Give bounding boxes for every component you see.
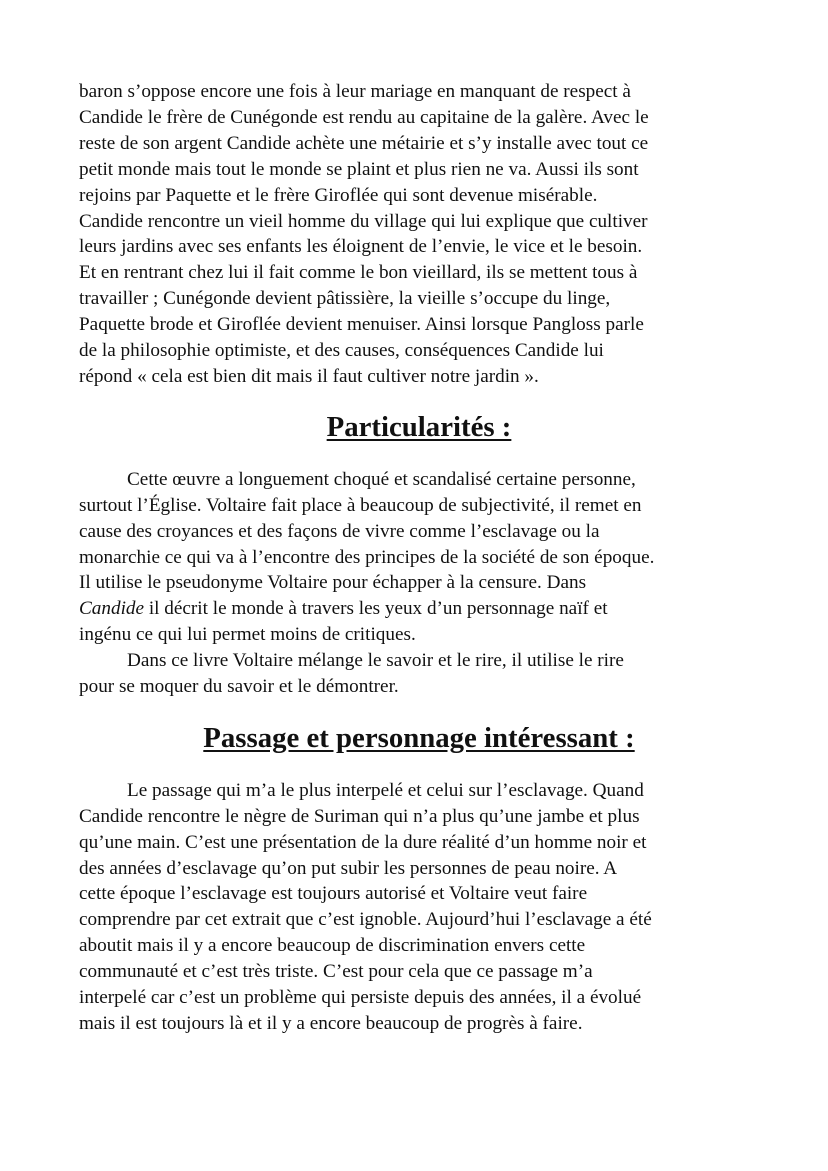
text-line: Dans ce livre Voltaire mélange le savoir et le rire, il utilise le rire [127, 650, 624, 672]
particularites-paragraph-2 [79, 648, 759, 700]
text-line: rejoins par Paquette et le frère Giroflée qui sont devenue misérable. [79, 184, 598, 206]
particularites-paragraph-1 [79, 467, 759, 648]
section-heading-particularites: Particularités : [326, 410, 512, 443]
text-line: reste de son argent Candide achète une métairie et s’y installe avec tout ce [79, 132, 649, 154]
text-line: Et en rentrant chez lui il fait comme le bon vieillard, ils se mettent tous à [79, 262, 638, 284]
section-heading-passage: Passage et personnage intéressant : [203, 721, 635, 754]
text-line: Il utilise le pseudonyme Voltaire pour échapper à la censure. Dans [79, 572, 587, 594]
text-line: surtout l’Église. Voltaire fait place à beaucoup de subjectivité, il remet en [79, 494, 642, 516]
text-line: baron s’oppose encore une fois à leur mariage en manquant de respect à [79, 81, 631, 102]
text-line: leurs jardins avec ses enfants les éloignent de l’envie, le vice et le besoin. [79, 236, 643, 258]
text-line: Candide le frère de Cunégonde est rendu au capitaine de la galère. Avec le [79, 106, 649, 128]
text-line: travailler ; Cunégonde devient pâtissière, la vieille s’occupe du linge, [79, 288, 611, 310]
text-line: Paquette brode et Giroflée devient menuiser. Ainsi lorsque Pangloss parle [79, 314, 644, 336]
text-line: qu’une main. C’est une présentation de la dure réalité d’un homme noir et [79, 831, 647, 853]
text-line: ingénu ce qui lui permet moins de critiques. [79, 624, 416, 646]
text-line: cause des croyances et des façons de vivre comme l’esclavage ou la [79, 520, 600, 542]
summary-paragraph [79, 79, 759, 390]
text-line: Candide rencontre le nègre de Suriman qui n’a plus qu’une jambe et plus [79, 805, 640, 827]
text-line: cette époque l’esclavage est toujours autorisé et Voltaire veut faire [79, 883, 588, 905]
text-line: petit monde mais tout le monde se plaint et plus rien ne va. Aussi ils sont [79, 158, 639, 180]
text-line: Cette œuvre a longuement choqué et scandalisé certaine personne, [127, 468, 636, 490]
passage-paragraph [79, 778, 759, 1037]
text-line: comprendre par cet extrait que c’est ignoble. Aujourd’hui l’esclavage a été [79, 909, 652, 931]
book-title: Candide [79, 598, 145, 620]
text-line: interpelé car c’est un problème qui persiste depuis des années, il a évolué [79, 987, 642, 1009]
text-line: Le passage qui m’a le plus interpelé et celui sur l’esclavage. Quand [127, 779, 644, 801]
text-line: des années d’esclavage qu’on put subir les personnes de peau noire. A [79, 857, 618, 879]
text-line: répond « cela est bien dit mais il faut cultiver notre jardin ». [79, 365, 539, 387]
text-line: aboutit mais il y a encore beaucoup de discrimination envers cette [79, 935, 586, 957]
text-fragment: il décrit le monde à travers les yeux d’un personnage naïf et [144, 598, 608, 620]
text-line: Candide rencontre un vieil homme du village qui lui explique que cultiver [79, 210, 648, 232]
text-line: monarchie ce qui va à l’encontre des principes de la société de son époque. [79, 546, 655, 568]
text-line: communauté et c’est très triste. C’est pour cela que ce passage m’a [79, 961, 593, 983]
text-line: de la philosophie optimiste, et des causes, conséquences Candide lui [79, 340, 604, 362]
text-line: mais il est toujours là et il y a encore beaucoup de progrès à faire. [79, 1013, 583, 1034]
text-line [79, 596, 759, 622]
document-page [79, 79, 759, 1037]
text-line: pour se moquer du savoir et le démontrer. [79, 676, 399, 698]
